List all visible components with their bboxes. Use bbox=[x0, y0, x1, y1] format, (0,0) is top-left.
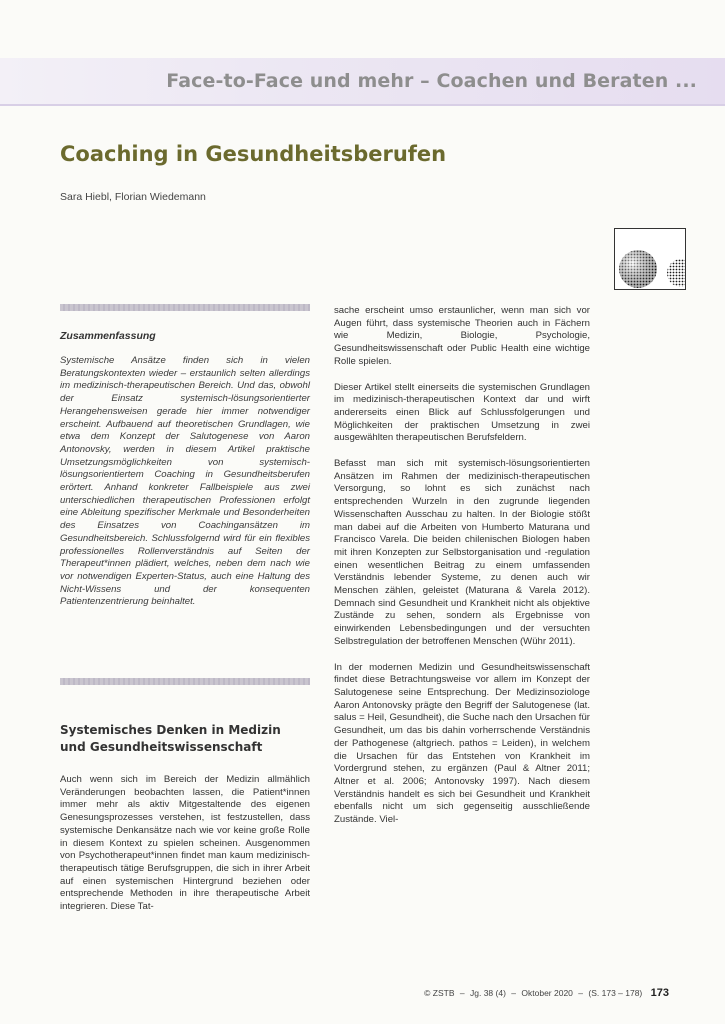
footer-separator: – bbox=[511, 988, 517, 998]
abstract-heading: Zusammenfassung bbox=[60, 330, 156, 342]
right-column bbox=[334, 305, 590, 840]
footer-separator: – bbox=[578, 988, 584, 998]
page-range: (S. 173 – 178) bbox=[588, 988, 643, 998]
body-paragraph: Dieser Artikel stellt einerseits die systemischen Grundlagen im medizinisch-therapeutischen Kontext dar und wirft andererseits einen Blick auf Schlussfolgerungen und Möglichkeiten der praktischen Umsetzung in zwei ausgewählten therapeutischen Berufsfeldern. bbox=[334, 381, 590, 444]
abstract bbox=[60, 330, 310, 609]
body-paragraph: In der modernen Medizin und Gesundheitswissenschaft findet diese Betrachtungsweise vor allem im Konzept der Salutogenese seine Entsprechung. Der Medizinsoziologe Aaron Antonovsky prägte den Begriff der Salutogenese (lat. salus = Heil, Gesundheit), die Suche nach den Ursachen für Gesundheit, um das bis dahin vorherrschende Verständnis der Pathogenese (altgriech. pathos = Leiden), in welchem die Ursachen für das Entstehen von Krankheit im Vordergrund stehen, zu ergänzen (Paul & Altner 2011; Altner et al. 2006; Antonovsky 1997). Nach diesem Verständnis handelt es sich bei Gesundheit und Krankheit ebenfalls nicht um sich gegenseitig ausschließende Zustände. Viel- bbox=[334, 661, 590, 826]
issue-date: Oktober 2020 bbox=[521, 988, 573, 998]
page-number: 173 bbox=[650, 987, 669, 999]
abstract-bottom-bar bbox=[60, 678, 310, 685]
header-rule bbox=[0, 104, 725, 106]
section-heading: Systemisches Denken in Medizin und Gesundheitswissenschaft bbox=[60, 723, 281, 754]
page-footer bbox=[424, 987, 669, 999]
body-paragraph: Auch wenn sich im Bereich der Medizin allmählich Veränderungen beobachten lassen, die Patient*innen immer mehr als aktiv Mitgestaltende des eigenen Genesungsprozesses verstehen, ist festzustellen, dass systemische Denkansätze nach wie vor keine große Rolle in diesem Kontext zu spielen scheinen. Ausgenommen von Psychotherapeut*innen findet man kaum medizinisch-therapeutisch tätige Berufsgruppen, die sich in ihrer Arbeit auf einen systemischen Hintergrund beziehen oder entsprechende Methoden in ihre therapeutische Arbeit integrieren. Diese Tat- bbox=[60, 774, 310, 913]
body-paragraph: sache erscheint umso erstaunlicher, wenn man sich vor Augen führt, dass systemische Theorien auch in Fächern wie Medizin, Biologie, Psychologie, Gesundheitswissenschaft oder Public Health eine wichtige Rolle spielen. bbox=[334, 305, 590, 367]
journal-name: © ZSTB bbox=[424, 988, 455, 998]
authors: Sara Hiebl, Florian Wiedemann bbox=[60, 191, 206, 203]
dotted-spheres-icon bbox=[615, 229, 685, 289]
decorative-figure bbox=[614, 228, 686, 290]
abstract-text: Systemische Ansätze finden sich in vielen Beratungskontexten wieder – erstaunlich selten allerdings im medizinisch-therapeutischen Bereich. Und das, obwohl der Einsatz systemisch-lösungsorientierter Herangehensweisen gerade hier immer notwendiger erscheint. Aufbauend auf theoretischen Grundlagen, wie etwa dem Konzept der Salutogenese von Aaron Antonovsky, werden in diesem Artikel praktische Umsetzungsmöglichkeiten von systemisch-lösungsorientiertem Coaching in Gesundheitsberufen erörtert. Anhand konkreter Fallbeispiele aus zwei unterschiedlichen therapeutischen Professionen erfolgt eine Ableitung spezifischer Merkmale und Besonderheiten des Einsatzes von Coachingansätzen im Gesundheitsbereich. Schlussfolgernd wird für ein flexibles professionelles Rollenverständnis auf Seiten der Therapeut*innen plädiert, welches, neben dem nach wie vor notwendigen Experten-Status, auch eine Haltung des Nicht-Wissens und der konsequenten Patientenzentrierung beinhaltet. bbox=[60, 355, 310, 608]
running-header: Face-to-Face und mehr – Coachen und Beraten ... bbox=[166, 70, 697, 92]
body-paragraph: Befasst man sich mit systemisch-lösungsorientierten Ansätzen im Rahmen der medizinisch-therapeutischen Versorgung, so lohnt es sich zunächst nach entsprechenden Wurzeln in den zugrunde liegenden Wissenschaften Ausschau zu halten. In der Biologie stößt man dabei auf die Arbeiten von Humberto Maturana und Francisco Varela. Die beiden chilenischen Biologen haben mit ihren Konzepten zur Selbstorganisation und -regulation einen wesentlichen Beitrag zu einem umfassenden Verständnis lebender Systeme, zu denen auch wir Menschen zählen, geleistet (Maturana & Varela 2012). Demnach sind Gesundheit und Krankheit nicht als objektive Zustände zu sehen, sondern als Ergebnisse von einwirkenden Lebensbedingungen und der versuchten Selbstregulation der betroffenen Menschen (Wühr 2011). bbox=[334, 458, 590, 647]
footer-separator: – bbox=[459, 988, 465, 998]
article-title: Coaching in Gesundheitsberufen bbox=[60, 142, 447, 166]
journal-volume: Jg. 38 (4) bbox=[470, 988, 506, 998]
abstract-top-bar bbox=[60, 304, 310, 311]
section-left bbox=[60, 722, 310, 914]
